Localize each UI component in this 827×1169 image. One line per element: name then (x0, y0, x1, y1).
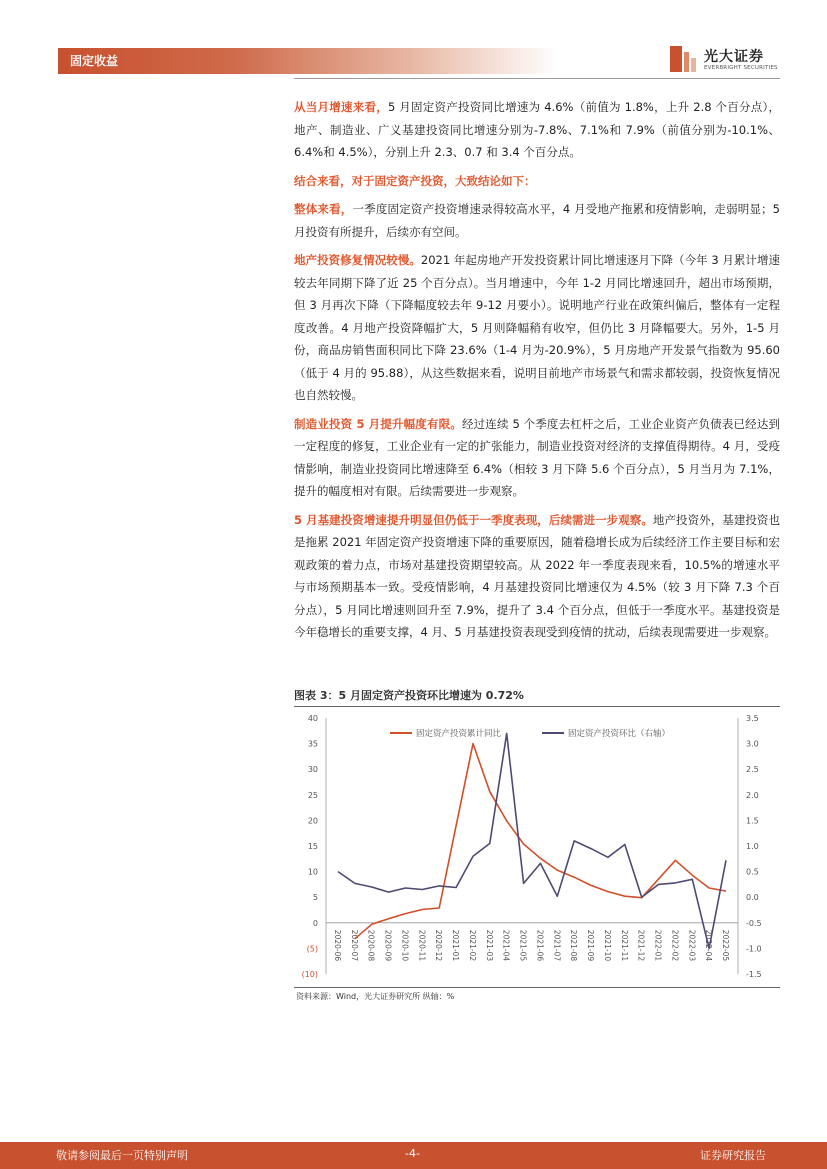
logo-subtitle: EVERBRIGHT SECURITIES (704, 65, 778, 71)
x-tick-label: 2021-12 (636, 929, 646, 962)
x-tick-label: 2021-02 (467, 929, 477, 962)
x-tick-label: 2020-11 (417, 929, 427, 962)
left-tick-label: (10) (301, 970, 318, 979)
right-tick-label: 1.0 (746, 842, 759, 851)
paragraph-infrastructure (294, 509, 780, 644)
right-tick-label: 2.5 (746, 765, 759, 775)
x-tick-label: 2021-03 (484, 929, 494, 962)
paragraph-body: 2021 年起房地产开发投资累计同比增速逐月下降（今年 3 月累计增速较去年同期下降了近 25 个百分点）。当月增速中，今年 1-2 月同比增速回升，超出市场预期，但 3 月再次下降（下降幅度较去年 9-12 月要小）。说明地产行业在政策纠偏后，整体有一定程度改善。4 月地产投资降幅扩大，5 月则降幅稍有收窄，但仍比 3 月降幅要大。另外，1-5 月份，商品房销售面积同比下降 23.6%（1-4 月为-20.9%），5 月房地产开发景气指数为 95.60（低于 4 月的 95.88），从这些数据来看，说明目前地产市场景气和需求都较弱，投资恢复情况也自然较慢。 (294, 253, 781, 402)
x-tick-label: 2022-02 (670, 929, 680, 962)
x-tick-label: 2021-04 (501, 929, 511, 962)
left-tick-label: 25 (307, 790, 318, 800)
right-tick-label: -1.5 (746, 970, 762, 979)
paragraph-body: 5 月固定资产投资同比增速为 4.6%（前值为 1.8%，上升 2.8 个百分点），地产、制造业、广义基建投资同比增速分别为-7.8%、7.1%和 7.9%（前值分别为-10.1%、6.4%和 4.5%），分别上升 2.3、0.7 和 3.4 个百分点。 (294, 100, 781, 159)
right-tick-label: 1.5 (746, 816, 759, 826)
paragraph-body: 经过连续 5 个季度去杠杆之后，工业企业资产负债表已经达到一定程度的修复，工业企业有一定的扩张能力，制造业投资对经济的支撑值得期待。4 月，受疫情影响，制造业投资同比增速降至 6.4%（相较 3 月下降 5.6 个百分点），5 月当月为 7.1%，提升的幅度相对有限。后续需要进一步观察。 (294, 416, 781, 498)
paragraph-lead: 5 月基建投资增速提升明显但仍低于一季度表现，后续需进一步观察。 (294, 512, 653, 527)
left-tick-label: 35 (307, 739, 318, 749)
paragraph-real-estate (294, 249, 780, 407)
figure-bottom-rule (294, 987, 780, 988)
left-tick-label: 10 (307, 867, 318, 877)
x-tick-label: 2020-08 (366, 929, 376, 962)
paragraph-lead: 制造业投资 5 月提升幅度有限。 (294, 416, 462, 431)
x-tick-label: 2021-07 (552, 929, 562, 962)
company-logo (668, 44, 788, 76)
investment-chart (294, 708, 780, 986)
x-tick-label: 2021-10 (602, 929, 612, 962)
x-tick-label: 2020-09 (383, 929, 393, 962)
page-number: -4- (405, 1147, 420, 1160)
logo-text: 光大证券 (704, 49, 764, 65)
paragraph-manufacturing (294, 413, 780, 503)
footer-report-type: 证券研究报告 (700, 1149, 766, 1162)
figure-source: 资料来源：Wind，光大证券研究所 纵轴：% (296, 992, 455, 1001)
x-tick-label: 2020-10 (400, 929, 410, 962)
x-tick-label: 2021-05 (518, 929, 528, 962)
body-text (294, 96, 780, 650)
paragraph-lead: 整体来看， (294, 202, 353, 216)
footer-band (0, 1142, 827, 1169)
left-tick-label: 0 (312, 918, 318, 928)
x-tick-label: 2020-12 (434, 929, 444, 962)
left-tick-label: (5) (306, 944, 318, 954)
figure-title: 图表 3：5 月固定资产投资环比增速为 0.72% (294, 689, 524, 702)
figure-top-rule (294, 706, 780, 707)
paragraph-overall (294, 198, 780, 243)
x-tick-label: 2021-06 (535, 929, 545, 962)
logo-mark-icon (668, 44, 698, 74)
left-tick-label: 5 (312, 893, 318, 903)
paragraph-body: 地产投资外，基建投资也是拖累 2021 年固定资产投资增速下降的重要原因，随着稳增长成为后续经济工作主要目标和宏观政策的着力点，市场对基建投资期望较高。从 2022 年一季度表现来看，10.5%的增速水平与市场预期基本一致。受疫情影响，4 月基建投资同比增速仅为 4.5%（较 3 月下降 7.3 个百分点），5 月同比增速则回升至 7.9%，提升了 3.4 个百分点，但低于一季度水平。基建投资是今年稳增长的重要支撑，4 月、5 月基建投资表现受到疫情的扰动，后续表现需要进一步观察。 (294, 512, 780, 639)
right-tick-label: 2.0 (746, 790, 759, 800)
right-tick-label: 0.5 (746, 867, 759, 877)
left-tick-label: 40 (307, 714, 318, 723)
paragraph-lead: 地产投资修复情况较慢。 (294, 253, 421, 267)
left-tick-label: 30 (307, 765, 318, 775)
paragraph-conclusion-intro (294, 170, 780, 193)
x-tick-label: 2020-07 (349, 929, 359, 962)
right-tick-label: -0.5 (746, 918, 762, 928)
header-divider (294, 78, 780, 79)
right-tick-label: -1.0 (746, 944, 762, 954)
legend-label-mom: 固定资产投资环比（右轴） (568, 729, 671, 739)
left-tick-label: 20 (307, 816, 318, 826)
x-tick-label: 2022-05 (721, 929, 730, 962)
x-tick-label: 2022-01 (653, 929, 663, 962)
series-line-cumulative-yoy (355, 744, 726, 939)
legend-label-cumulative: 固定资产投资累计同比 (416, 729, 502, 739)
x-tick-label: 2021-01 (451, 929, 461, 962)
x-tick-label: 2022-03 (687, 929, 697, 962)
right-tick-label: 0.0 (746, 893, 759, 903)
footer-disclaimer: 敬请参阅最后一页特别声明 (56, 1149, 188, 1162)
x-tick-label: 2021-09 (586, 929, 596, 962)
header-band (58, 48, 558, 74)
x-tick-label: 2021-08 (569, 929, 579, 962)
x-tick-label: 2022-04 (704, 929, 714, 962)
left-tick-label: 15 (307, 842, 318, 851)
paragraph-body: 一季度固定资产投资增速录得较高水平，4 月受地产拖累和疫情影响，走弱明显；5 月投资有所提升，后续亦有空间。 (294, 202, 780, 239)
paragraph-current-month (294, 96, 780, 164)
paragraph-lead: 从当月增速来看， (294, 100, 389, 114)
paragraph-lead: 结合来看，对于固定资产投资，大致结论如下： (294, 173, 536, 188)
right-tick-label: 3.0 (746, 739, 759, 749)
x-tick-label: 2020-06 (333, 929, 342, 962)
right-tick-label: 3.5 (746, 714, 759, 723)
section-label: 固定收益 (70, 54, 119, 68)
x-tick-label: 2021-11 (619, 929, 629, 962)
